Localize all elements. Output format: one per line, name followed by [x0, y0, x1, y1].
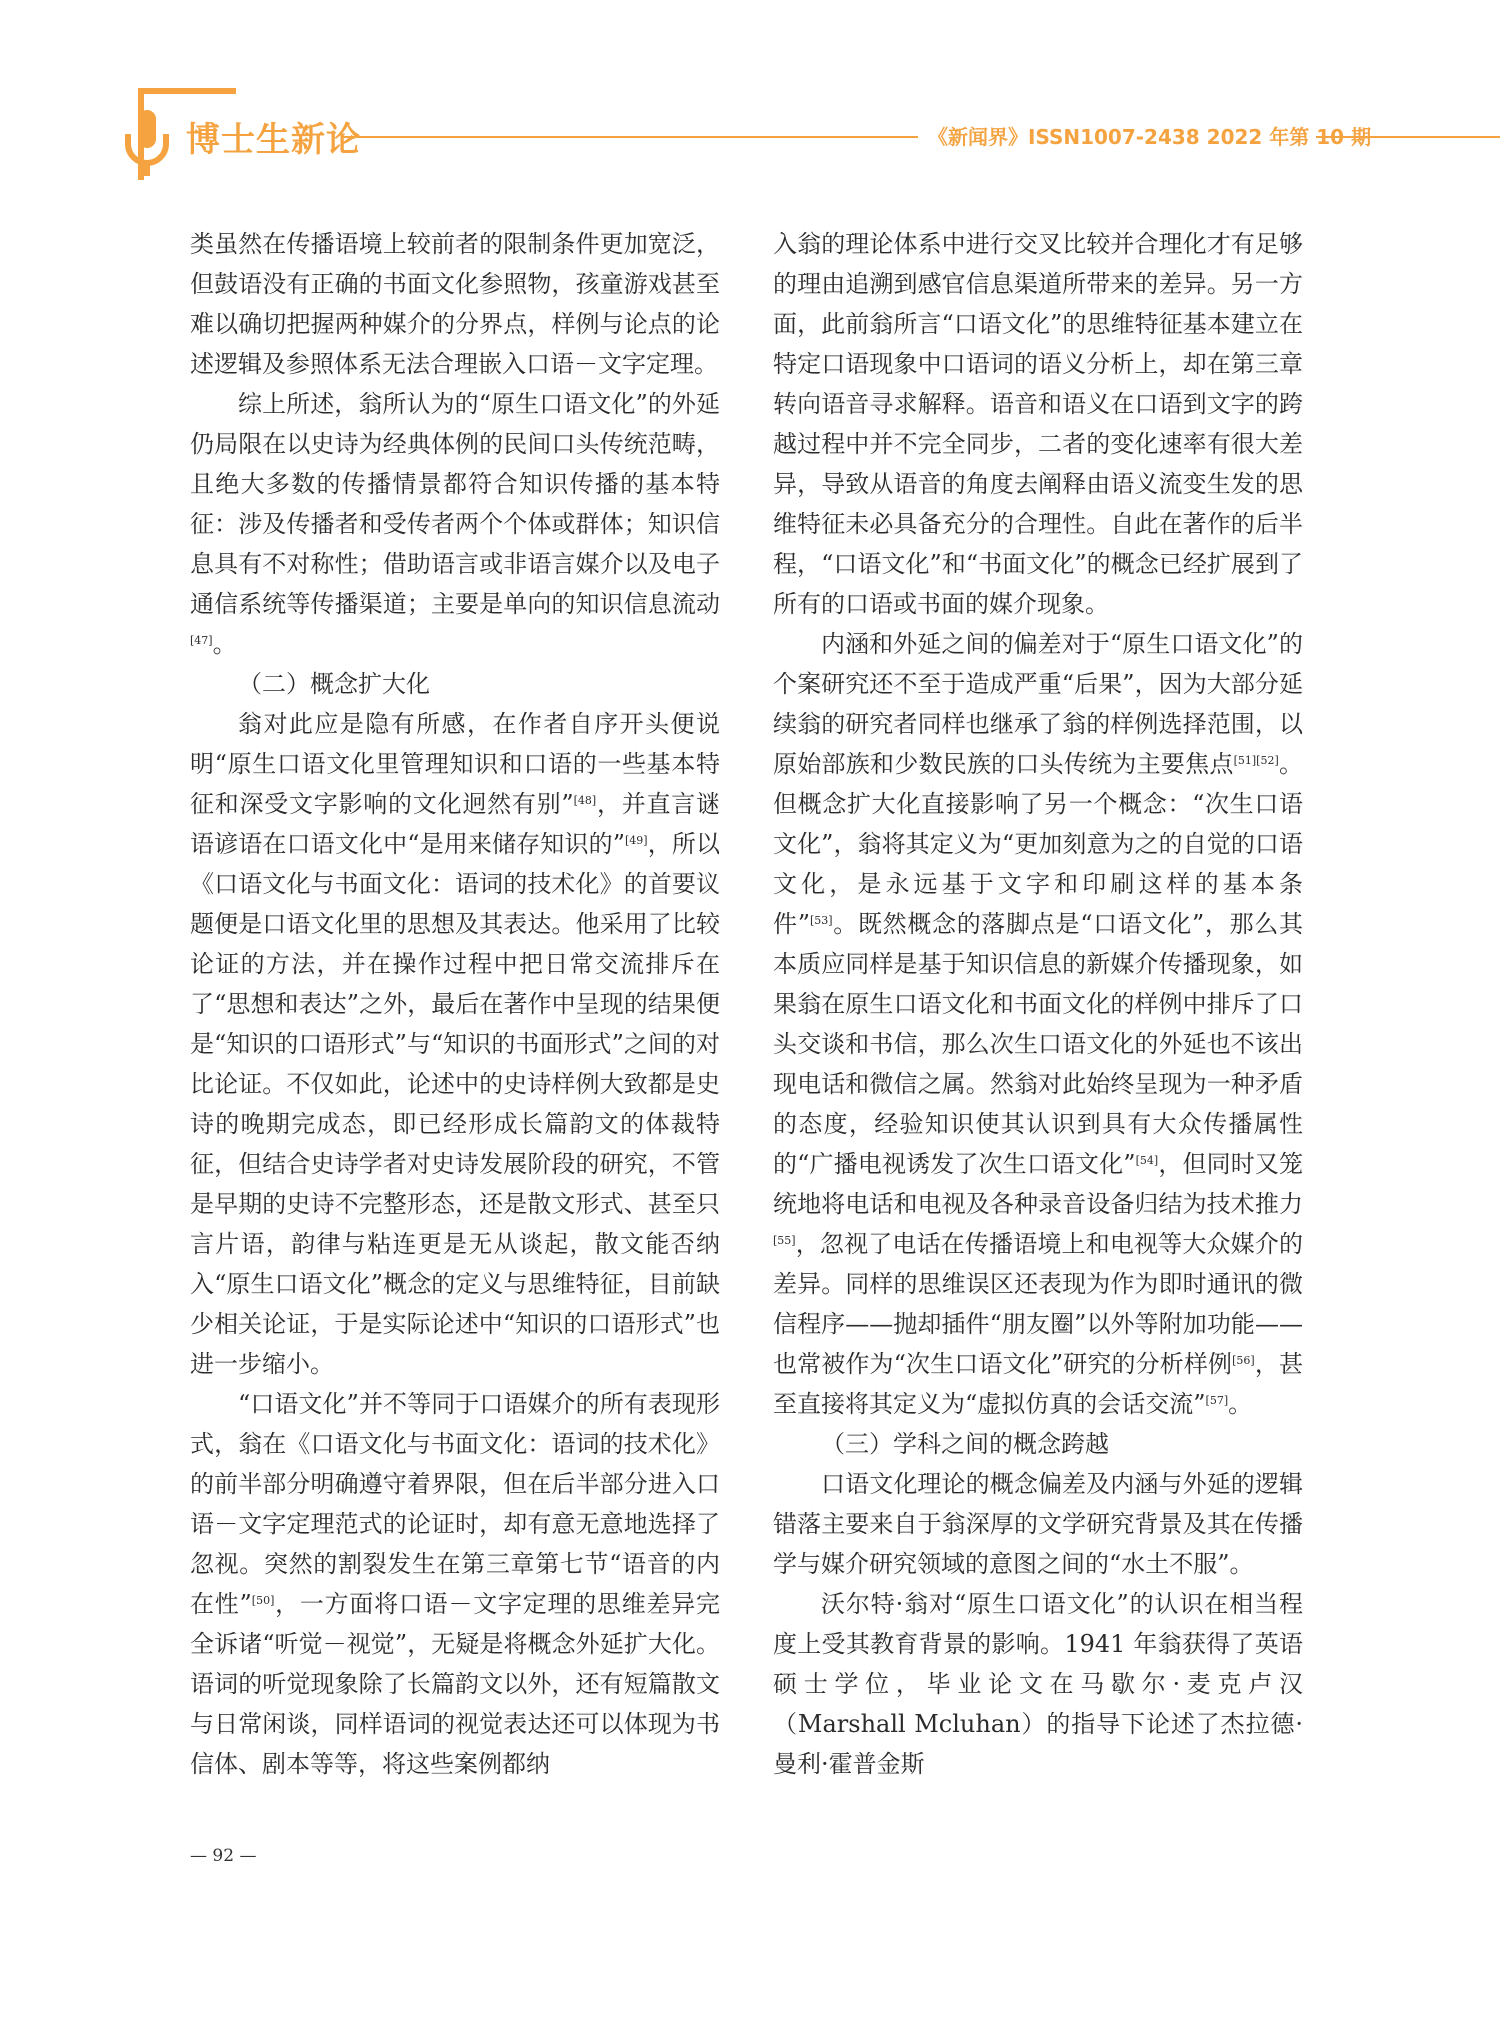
right-column — [773, 224, 1303, 1784]
header-rule-left — [342, 136, 918, 138]
citation-marker: [54] — [1135, 1154, 1159, 1167]
left-column — [190, 224, 720, 1784]
paragraph-text: 入翁的理论体系中进行交叉比较并合理化才有足够的理由追溯到感官信息渠道所带来的差异。另一方面，此前翁所言“口语文化”的思维特征基本建立在特定口语现象中口语词的语义分析上，却在第三章转向语音寻求解释。语音和语义在口语到文字的跨越过程中并不完全同步，二者的变化速率有很大差异，导致从语音的角度去阐释由语义流变生发的思维特征未必具备充分的合理性。自此在著作的后半程，“口语文化”和“书面文化”的概念已经扩展到了所有的口语或书面的媒介现象。 — [773, 230, 1303, 618]
citation-marker: [48] — [573, 794, 597, 807]
paragraph-text: 。既然概念的落脚点是“口语文化”，那么其本质应同样是基于知识信息的新媒介传播现象，如果翁在原生口语文化和书面文化的样例中排斥了口头交谈和书信，那么次生口语文化的外延也不该出现电话和微信之属。然翁对此始终呈现为一种矛盾的态度，经验知识使其认识到具有大众传播属性的“广播电视诱发了次生口语文化” — [773, 910, 1303, 1178]
citation-marker: [49] — [625, 834, 648, 847]
citation-marker: [56] — [1232, 1354, 1255, 1367]
paragraph-text: 口语文化理论的概念偏差及内涵与外延的逻辑错落主要来自于翁深厚的文学研究背景及其在传播学与媒介研究领域的意图之间的“水土不服”。 — [773, 1470, 1303, 1578]
citation-marker: [47] — [190, 634, 213, 647]
paragraph-text: ，并直言谜语谚语在口语文化中“是用来储存知识的” — [190, 790, 720, 858]
paragraph — [190, 384, 720, 664]
paragraph-text: 综上所述，翁所认为的“原生口语文化”的外延仍局限在以史诗为经典体例的民间口头传统范畴，且绝大多数的传播情景都符合知识传播的基本特征：涉及传播者和受传者两个个体或群体；知识信息具有不对称性；借助语言或非语言媒介以及电子通信系统等传播渠道；主要是单向的知识信息流动 — [190, 390, 720, 618]
section-heading — [190, 664, 720, 704]
paragraph-text: 。 — [212, 630, 237, 658]
paragraph-text: ，一方面将口语－文字定理的思维差异完全诉诸“听觉－视觉”，无疑是将概念外延扩大化。语词的听觉现象除了长篇韵文以外，还有短篇散文与日常闲谈，同样语词的视觉表达还可以体现为书信体、剧本等等，将这些案例都纳 — [190, 1590, 721, 1778]
paragraph-text: ，忽视了电话在传播语境上和电视等大众媒介的差异。同样的思维误区还表现为作为即时通讯的微信程序——抛却插件“朋友圈”以外等附加功能——也常被作为“次生口语文化”研究的分析样例 — [773, 1230, 1303, 1378]
section-title: 博士生新论 — [186, 120, 361, 160]
paragraph-text: 内涵和外延之间的偏差对于“原生口语文化”的个案研究还不至于造成严重“后果”，因为大部分延续翁的研究者同样也继承了翁的样例选择范围，以原始部族和少数民族的口头传统为主要焦点 — [773, 630, 1303, 778]
paragraph-text: （三）学科之间的概念跨越 — [821, 1430, 1109, 1458]
paragraph — [773, 624, 1303, 1424]
journal-info: 《新闻界》ISSN1007-2438 2022 年第 10 期 — [928, 125, 1372, 149]
paragraph-text: 。但概念扩大化直接影响了另一个概念：“次生口语文化”，翁将其定义为“更加刻意为之的自觉的口语文化，是永远基于文字和印刷这样的基本条件” — [773, 750, 1304, 938]
citation-marker: [51][52] — [1233, 754, 1279, 767]
citation-marker: [50] — [251, 1594, 275, 1607]
paragraph — [190, 704, 720, 1384]
citation-marker: [53] — [809, 914, 833, 927]
paragraph-text: 。 — [1228, 1390, 1253, 1418]
paragraph — [190, 1384, 720, 1784]
section-heading — [773, 1424, 1303, 1464]
paragraph — [773, 1464, 1303, 1584]
paragraph-text: 类虽然在传播语境上较前者的限制条件更加宽泛，但鼓语没有正确的书面文化参照物，孩童游戏甚至难以确切把握两种媒介的分界点，样例与论点的论述逻辑及参照体系无法合理嵌入口语－文字定理。 — [190, 230, 720, 378]
paragraph-text: “口语文化”并不等同于口语媒介的所有表现形式，翁在《口语文化与书面文化：语词的技术化》的前半部分明确遵守着界限，但在后半部分进入口语－文字定理范式的论证时，却有意无意地选择了忽视。突然的割裂发生在第三章第七节“语音的内在性” — [190, 1390, 720, 1618]
paragraph — [773, 1584, 1303, 1784]
page-header — [0, 0, 1500, 200]
paragraph — [773, 224, 1303, 624]
citation-marker: [55] — [773, 1234, 796, 1247]
paragraph-text: （二）概念扩大化 — [238, 670, 430, 698]
paragraph-text: 翁对此应是隐有所感，在作者自序开头便说明“原生口语文化里管理知识和口语的一些基本特征和深受文字影响的文化迥然有别” — [190, 710, 720, 818]
paragraph-text: ，但同时又笼统地将电话和电视及各种录音设备归结为技术推力 — [773, 1150, 1304, 1218]
citation-marker: [57] — [1205, 1394, 1229, 1407]
paragraph — [190, 224, 720, 384]
paragraph-text: ，所以《口语文化与书面文化：语词的技术化》的首要议题便是口语文化里的思想及其表达。他采用了比较论证的方法，并在操作过程中把日常交流排斥在了“思想和表达”之外，最后在著作中呈现的结果便是“知识的口语形式”与“知识的书面形式”之间的对比论证。不仅如此，论述中的史诗样例大致都是史诗的晚期完成态，即已经形成长篇韵文的体裁特征，但结合史诗学者对史诗发展阶段的研究，不管是早期的史诗不完整形态，还是散文形式、甚至只言片语，韵律与粘连更是无从谈起，散文能否纳入“原生口语文化”概念的定义与思维特征，目前缺少相关论证，于是实际论述中“知识的口语形式”也进一步缩小。 — [190, 830, 721, 1378]
paragraph-text: ，甚至直接将其定义为“虚拟仿真的会话交流” — [773, 1350, 1303, 1418]
page-number: — 92 — — [190, 1846, 257, 1866]
paragraph-text: 沃尔特·翁对“原生口语文化”的认识在相当程度上受其教育背景的影响。1941 年翁获得了英语硕士学位，毕业论文在马歇尔·麦克卢汉（Marshall Mcluhan）的指导下论述了杰拉德·曼利·霍普金斯 — [773, 1590, 1303, 1778]
header-rule-right — [1316, 136, 1500, 138]
